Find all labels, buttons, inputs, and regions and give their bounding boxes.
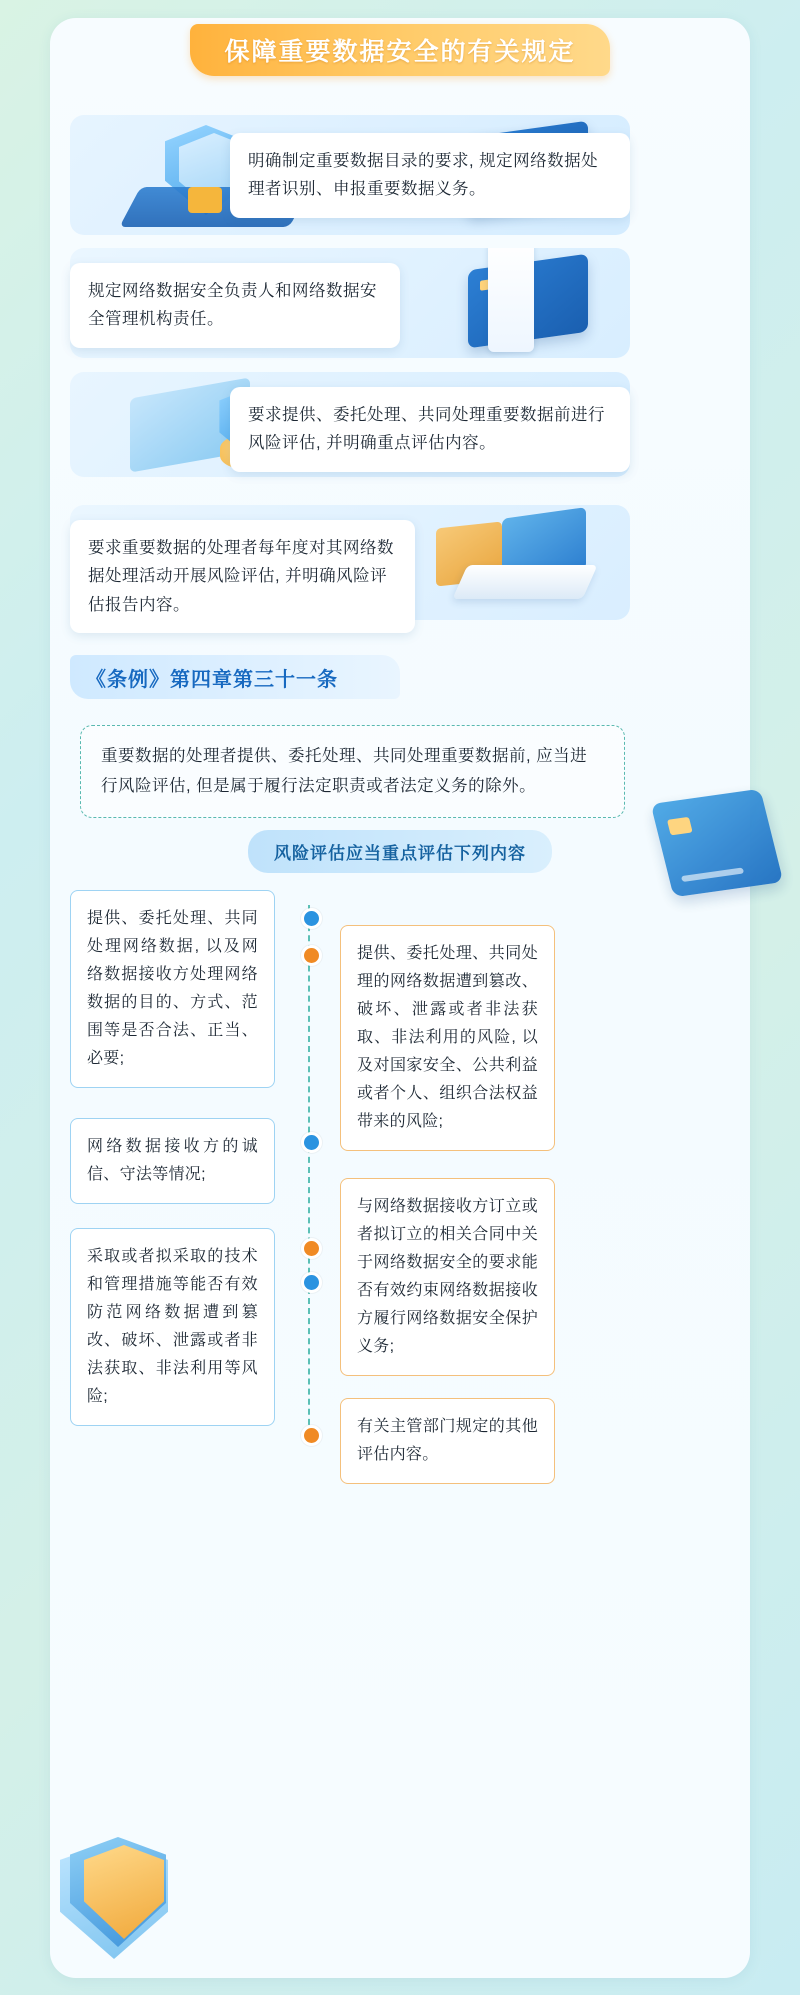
assessment-pill-label: 风险评估应当重点评估下列内容	[248, 830, 552, 873]
timeline-dot-blue	[301, 908, 322, 929]
article-quote: 重要数据的处理者提供、委托处理、共同处理重要数据前, 应当进行风险评估, 但是属于履行法定职责或者法定义务的除外。	[80, 725, 625, 818]
assessment-item-left-2: 网络数据接收方的诚信、守法等情况;	[70, 1118, 275, 1204]
assessment-item-right-1: 提供、委托处理、共同处理的网络数据遭到篡改、破坏、泄露或者非法获取、非法利用的风险, 以及对国家安全、公共利益或者个人、组织合法权益带来的风险;	[340, 925, 555, 1151]
provision-callout-1: 明确制定重要数据目录的要求, 规定网络数据处理者识别、申报重要数据义务。	[230, 133, 630, 218]
page-title	[190, 24, 610, 76]
timeline-dot-orange	[301, 1425, 322, 1446]
timeline-dot-blue	[301, 1272, 322, 1293]
provision-callout-4: 要求重要数据的处理者每年度对其网络数据处理活动开展风险评估, 并明确风险评估报告内容。	[70, 520, 415, 633]
credit-card-icon	[651, 789, 784, 898]
title-text: 保障重要数据安全的有关规定	[224, 38, 576, 66]
timeline-dot-orange	[301, 945, 322, 966]
assessment-item-right-2: 与网络数据接收方订立或者拟订立的相关合同中关于网络数据安全的要求能否有效约束网络数据接收方履行网络数据安全保护义务;	[340, 1178, 555, 1376]
section-heading	[70, 655, 400, 699]
assessment-item-left-1: 提供、委托处理、共同处理网络数据, 以及网络数据接收方处理网络数据的目的、方式、范围等是否合法、正当、必要;	[70, 890, 275, 1088]
chip-icon	[188, 187, 222, 213]
assessment-item-right-3: 有关主管部门规定的其他评估内容。	[340, 1398, 555, 1484]
shield-icon	[68, 1835, 176, 1953]
timeline-connector	[308, 905, 310, 1445]
provision-callout-3: 要求提供、委托处理、共同处理重要数据前进行风险评估, 并明确重点评估内容。	[230, 387, 630, 472]
receipt-icon	[488, 248, 534, 352]
section-heading-text: 《条例》第四章第三十一条	[86, 668, 338, 691]
timeline-dot-blue	[301, 1132, 322, 1153]
assessment-item-left-3: 采取或者拟采取的技术和管理措施等能否有效防范网络数据遭到篡改、破坏、泄露或者非法获取、非法利用等风险;	[70, 1228, 275, 1426]
timeline-dot-orange	[301, 1238, 322, 1259]
provision-callout-2: 规定网络数据安全负责人和网络数据安全管理机构责任。	[70, 263, 400, 348]
keyboard-icon	[452, 565, 597, 599]
